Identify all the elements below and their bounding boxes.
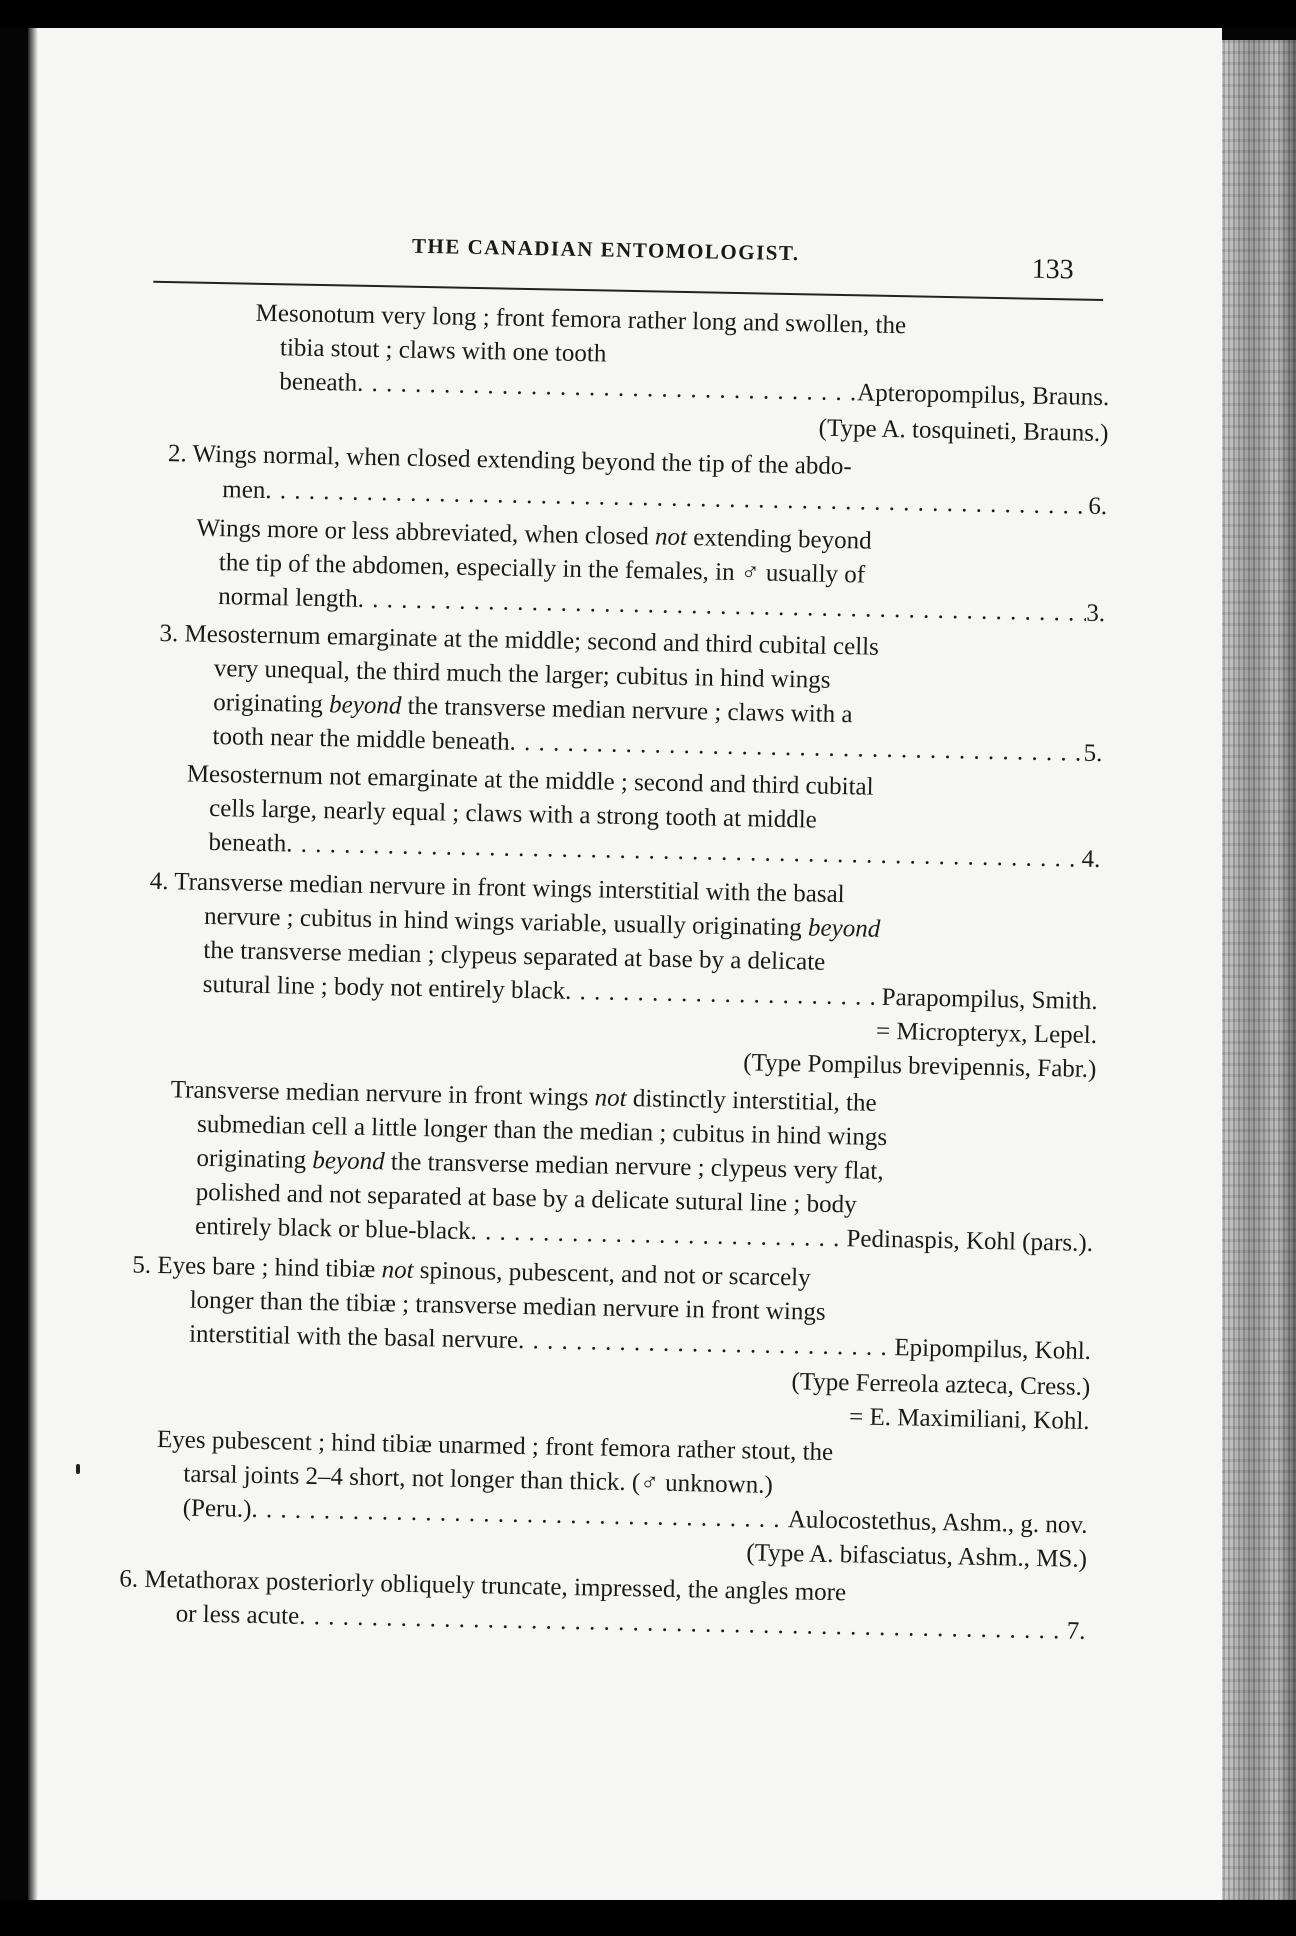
- book-page: [28, 28, 1222, 1900]
- text-segment: originating: [196, 1144, 313, 1174]
- text-segment: spinous, pubescent, and not or scarcely: [413, 1256, 811, 1292]
- text-line: Mesosternum not emarginate at the middle ; second and third cubital: [186, 760, 874, 801]
- running-header-title: THE CANADIAN ENTOMOLOGIST.: [411, 233, 800, 266]
- page-content: [10, 17, 1240, 1912]
- leader-dots: [251, 1495, 788, 1535]
- entry-text: men: [222, 476, 266, 504]
- italic-word: not: [654, 523, 688, 552]
- key-entry-line: [182, 1494, 1087, 1541]
- text-segment: distinctly interstitial, the: [626, 1084, 877, 1117]
- text-line: submedian cell a little longer than the median ; cubitus in hind wings: [196, 1110, 888, 1152]
- text-segment: nervure ; cubitus in hind wings variable, usually originating: [203, 902, 809, 942]
- couplet-ref: 3.: [1086, 599, 1106, 628]
- key-entry-line: [279, 367, 1109, 413]
- genus-name: Pedinaspis, Kohl (pars.).: [846, 1225, 1094, 1257]
- couplet-ref: 6.: [1088, 492, 1108, 521]
- couplet-ref: 7.: [1066, 1617, 1086, 1645]
- text-line: tibia stout ; claws with one tooth: [279, 334, 607, 368]
- entry-text: beneath: [279, 368, 358, 397]
- text-line: tarsal joints 2–4 short, not longer than thick. (♂ unknown.): [183, 1460, 774, 1499]
- text-segment: Wings more or less abbreviated, when closed: [196, 514, 656, 551]
- text-line: very unequal, the third much the larger; cubitus in hind wings: [213, 654, 831, 694]
- type-species-line: (Type Pompilus brevipennis, Fabr.): [743, 1049, 1097, 1084]
- genus-name: Epipompilus, Kohl.: [894, 1334, 1092, 1365]
- text-line: the transverse median ; clypeus separated at base by a delicate: [203, 936, 826, 976]
- genus-name: Aulocostethus, Ashm., g. nov.: [787, 1506, 1088, 1539]
- header-rule: [153, 281, 1103, 301]
- synonym-line: = E. Maximiliani, Kohl.: [848, 1403, 1090, 1435]
- leader-dots: [265, 476, 1089, 522]
- italic-word: beyond: [312, 1146, 385, 1176]
- italic-word: beyond: [807, 914, 881, 943]
- couplet-ref: 4.: [1081, 845, 1101, 874]
- entry-text: entirely black or blue-black: [194, 1212, 471, 1246]
- text-segment: extending beyond: [686, 524, 872, 555]
- margin-speck: [76, 1464, 80, 1474]
- leader-dots: [299, 1602, 1067, 1647]
- entry-text: beneath: [208, 828, 287, 858]
- genus-name: Parapompilus, Smith.: [881, 983, 1098, 1016]
- couplet-4: 4. Transverse median nervure in front wings interstitial with the basal: [149, 867, 845, 909]
- entry-text: interstitial with the basal nervure: [188, 1320, 519, 1354]
- leader-dots: [357, 585, 1086, 629]
- text-line: polished and not separated at base by a delicate sutural line ; body: [195, 1178, 857, 1219]
- text-segment: the transverse median nervure ; claws with a: [401, 692, 853, 729]
- text-segment: originating: [212, 688, 330, 719]
- couplet-3: 3. Mesosternum emarginate at the middle; second and third cubital cells: [159, 619, 880, 661]
- type-species-line: (Type Ferreola azteca, Cress.): [791, 1368, 1091, 1401]
- key-entry-line: [222, 475, 1107, 522]
- leader-dots: [565, 977, 882, 1013]
- couplet-ref: 5.: [1083, 739, 1103, 768]
- text-segment: 5. Eyes bare ; hind tibiæ: [132, 1251, 382, 1284]
- text-line: Eyes pubescent ; hind tibiæ unarmed ; front femora rather stout, the: [156, 1426, 834, 1467]
- text-segment: the transverse median nervure ; clypeus very flat,: [384, 1148, 884, 1185]
- italic-word: beyond: [328, 691, 402, 720]
- italic-word: not: [594, 1084, 627, 1112]
- italic-word: not: [381, 1256, 414, 1284]
- text-line: longer than the tibiæ ; transverse median nervure in front wings: [189, 1286, 826, 1326]
- leader-dots: [357, 369, 858, 409]
- text-line: cells large, nearly equal ; claws with a strong tooth at middle: [208, 794, 818, 834]
- entry-text: sutural line ; body not entirely black: [202, 970, 566, 1005]
- leader-dots: [470, 1217, 846, 1254]
- key-entry-line: [195, 1212, 1093, 1259]
- genus-name: Apteropompilus, Brauns.: [856, 379, 1110, 412]
- text-line: Mesonotum very long ; front femora rather long and swollen, the: [255, 299, 907, 340]
- type-species-line: (Type A. tosquineti, Brauns.): [818, 414, 1109, 448]
- key-entry-line: [208, 828, 1100, 875]
- couplet-2: 2. Wings normal, when closed extending beyond the tip of the abdo-: [167, 440, 852, 481]
- text-segment: Transverse median nervure in front wings: [170, 1076, 595, 1112]
- type-species-line: (Type A. bifasciatus, Ashm., MS.): [746, 1539, 1088, 1573]
- entry-text: tooth near the middle beneath: [212, 722, 510, 756]
- entry-text: (Peru.): [182, 1494, 252, 1523]
- page-number: 133: [1031, 253, 1074, 286]
- leader-dots: [518, 1326, 895, 1363]
- synonym-line: = Micropteryx, Lepel.: [875, 1017, 1098, 1050]
- couplet-6: 6. Metathorax posteriorly obliquely truncate, impressed, the angles more: [119, 1565, 847, 1607]
- entry-text: or less acute: [175, 1600, 300, 1630]
- key-entry-line: [175, 1599, 1085, 1646]
- key-entry-line: [203, 970, 1098, 1017]
- leader-dots: [286, 829, 1082, 874]
- leader-dots: [509, 728, 1084, 769]
- key-entry-line: [189, 1320, 1091, 1367]
- entry-text: normal length: [217, 583, 359, 613]
- text-line: the tip of the abdomen, especially in the females, in ♂ usually of: [218, 549, 866, 589]
